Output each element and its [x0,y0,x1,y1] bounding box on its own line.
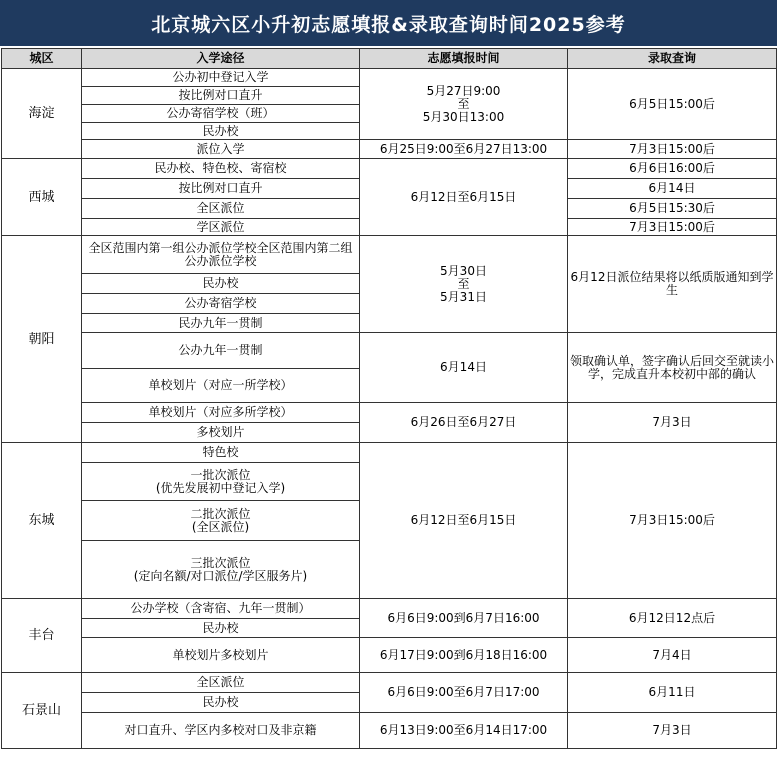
schedule-table [1,48,777,749]
path-cell: 多校划片 [82,423,360,443]
fill-time-cell: 6月12日至6月15日 [360,159,568,236]
query-cell: 7月4日 [568,638,777,673]
fill-time-cell: 6月13日9:00至6月14日17:00 [360,713,568,749]
query-cell: 6月5日15:00后 [568,69,777,140]
fill-time-cell [360,69,568,140]
district-xicheng: 西城 [2,159,82,236]
query-cell: 7月3日15:00后 [568,443,777,599]
path-cell: 公办学校（含寄宿、九年一贯制） [82,599,360,619]
path-cell: 单校划片多校划片 [82,638,360,673]
header-fill-time: 志愿填报时间 [360,49,568,69]
path-cell: 民办校 [82,123,360,140]
path-cell [82,501,360,541]
fill-time-cell: 6月12日至6月15日 [360,443,568,599]
query-cell: 7月3日15:00后 [568,140,777,159]
table-row [2,236,777,274]
query-cell: 6月12日12点后 [568,599,777,638]
path-cell: 民办校 [82,619,360,638]
path-line: 三批次派位 [190,555,251,570]
path-line: 一批次派位 [190,467,251,482]
path-cell: 全区范围内第一组公办派位学校全区范围内第二组公办派位学校 [82,236,360,274]
query-cell: 6月14日 [568,179,777,199]
fill-time-cell: 6月6日9:00至6月7日17:00 [360,673,568,713]
district-haidian: 海淀 [2,69,82,159]
path-cell: 民办校 [82,693,360,713]
path-cell: 按比例对口直升 [82,179,360,199]
table-header-row [2,49,777,69]
query-cell: 7月3日 [568,713,777,749]
query-cell: 7月3日15:00后 [568,219,777,236]
table-row [2,159,777,179]
path-cell: 全区派位 [82,673,360,693]
table-row [2,140,777,159]
fill-time-cell: 6月17日9:00到6月18日16:00 [360,638,568,673]
fill-time-cell: 6月6日9:00到6月7日16:00 [360,599,568,638]
district-fengtai: 丰台 [2,599,82,673]
path-cell: 特色校 [82,443,360,463]
path-cell [82,463,360,501]
fill-time-line: 至 [457,96,470,111]
fill-time-cell: 6月14日 [360,333,568,403]
path-cell: 公办九年一贯制 [82,333,360,369]
path-cell: 单校划片（对应多所学校） [82,403,360,423]
table-row [2,599,777,619]
table-row [2,403,777,423]
fill-time-line: 5月30日 [440,263,487,278]
header-district: 城区 [2,49,82,69]
fill-time-line: 至 [457,276,470,291]
district-shijingshan: 石景山 [2,673,82,749]
fill-time-line: 5月31日 [440,289,487,304]
table-row [2,638,777,673]
district-chaoyang: 朝阳 [2,236,82,443]
path-cell: 全区派位 [82,199,360,219]
table-row [2,443,777,463]
header-query: 录取查询 [568,49,777,69]
path-line: 二批次派位 [190,506,251,521]
path-cell [82,541,360,599]
fill-time-cell [360,236,568,333]
fill-time-line: 5月27日9:00 [426,83,501,98]
path-cell: 按比例对口直升 [82,87,360,105]
table-row [2,713,777,749]
path-cell: 民办校、特色校、寄宿校 [82,159,360,179]
query-cell: 7月3日 [568,403,777,443]
page-title: 北京城六区小升初志愿填报&录取查询时间2025参考 [0,0,777,46]
query-cell: 6月11日 [568,673,777,713]
path-line: (全区派位) [191,519,250,534]
path-cell: 民办校 [82,274,360,294]
path-cell: 对口直升、学区内多校对口及非京籍 [82,713,360,749]
table-row [2,673,777,693]
path-line: (定向名额/对口派位/学区服务片) [133,568,308,583]
path-cell: 公办初中登记入学 [82,69,360,87]
fill-time-cell: 6月25日9:00至6月27日13:00 [360,140,568,159]
fill-time-cell: 6月26日至6月27日 [360,403,568,443]
path-cell: 民办九年一贯制 [82,314,360,333]
path-cell: 单校划片（对应一所学校） [82,369,360,403]
fill-time-line: 5月30日13:00 [422,109,505,124]
path-cell: 公办寄宿学校 [82,294,360,314]
path-cell: 学区派位 [82,219,360,236]
query-cell: 6月5日15:30后 [568,199,777,219]
district-dongcheng: 东城 [2,443,82,599]
path-cell: 派位入学 [82,140,360,159]
path-cell: 公办寄宿学校（班） [82,105,360,123]
path-line: (优先发展初中登记入学) [155,480,286,495]
header-path: 入学途径 [82,49,360,69]
query-cell: 6月6日16:00后 [568,159,777,179]
query-cell: 领取确认单，签字确认后回交至就读小学，完成直升本校初中部的确认 [568,333,777,403]
table-row [2,69,777,87]
table-row [2,333,777,369]
query-cell: 6月12日派位结果将以纸质版通知到学生 [568,236,777,333]
